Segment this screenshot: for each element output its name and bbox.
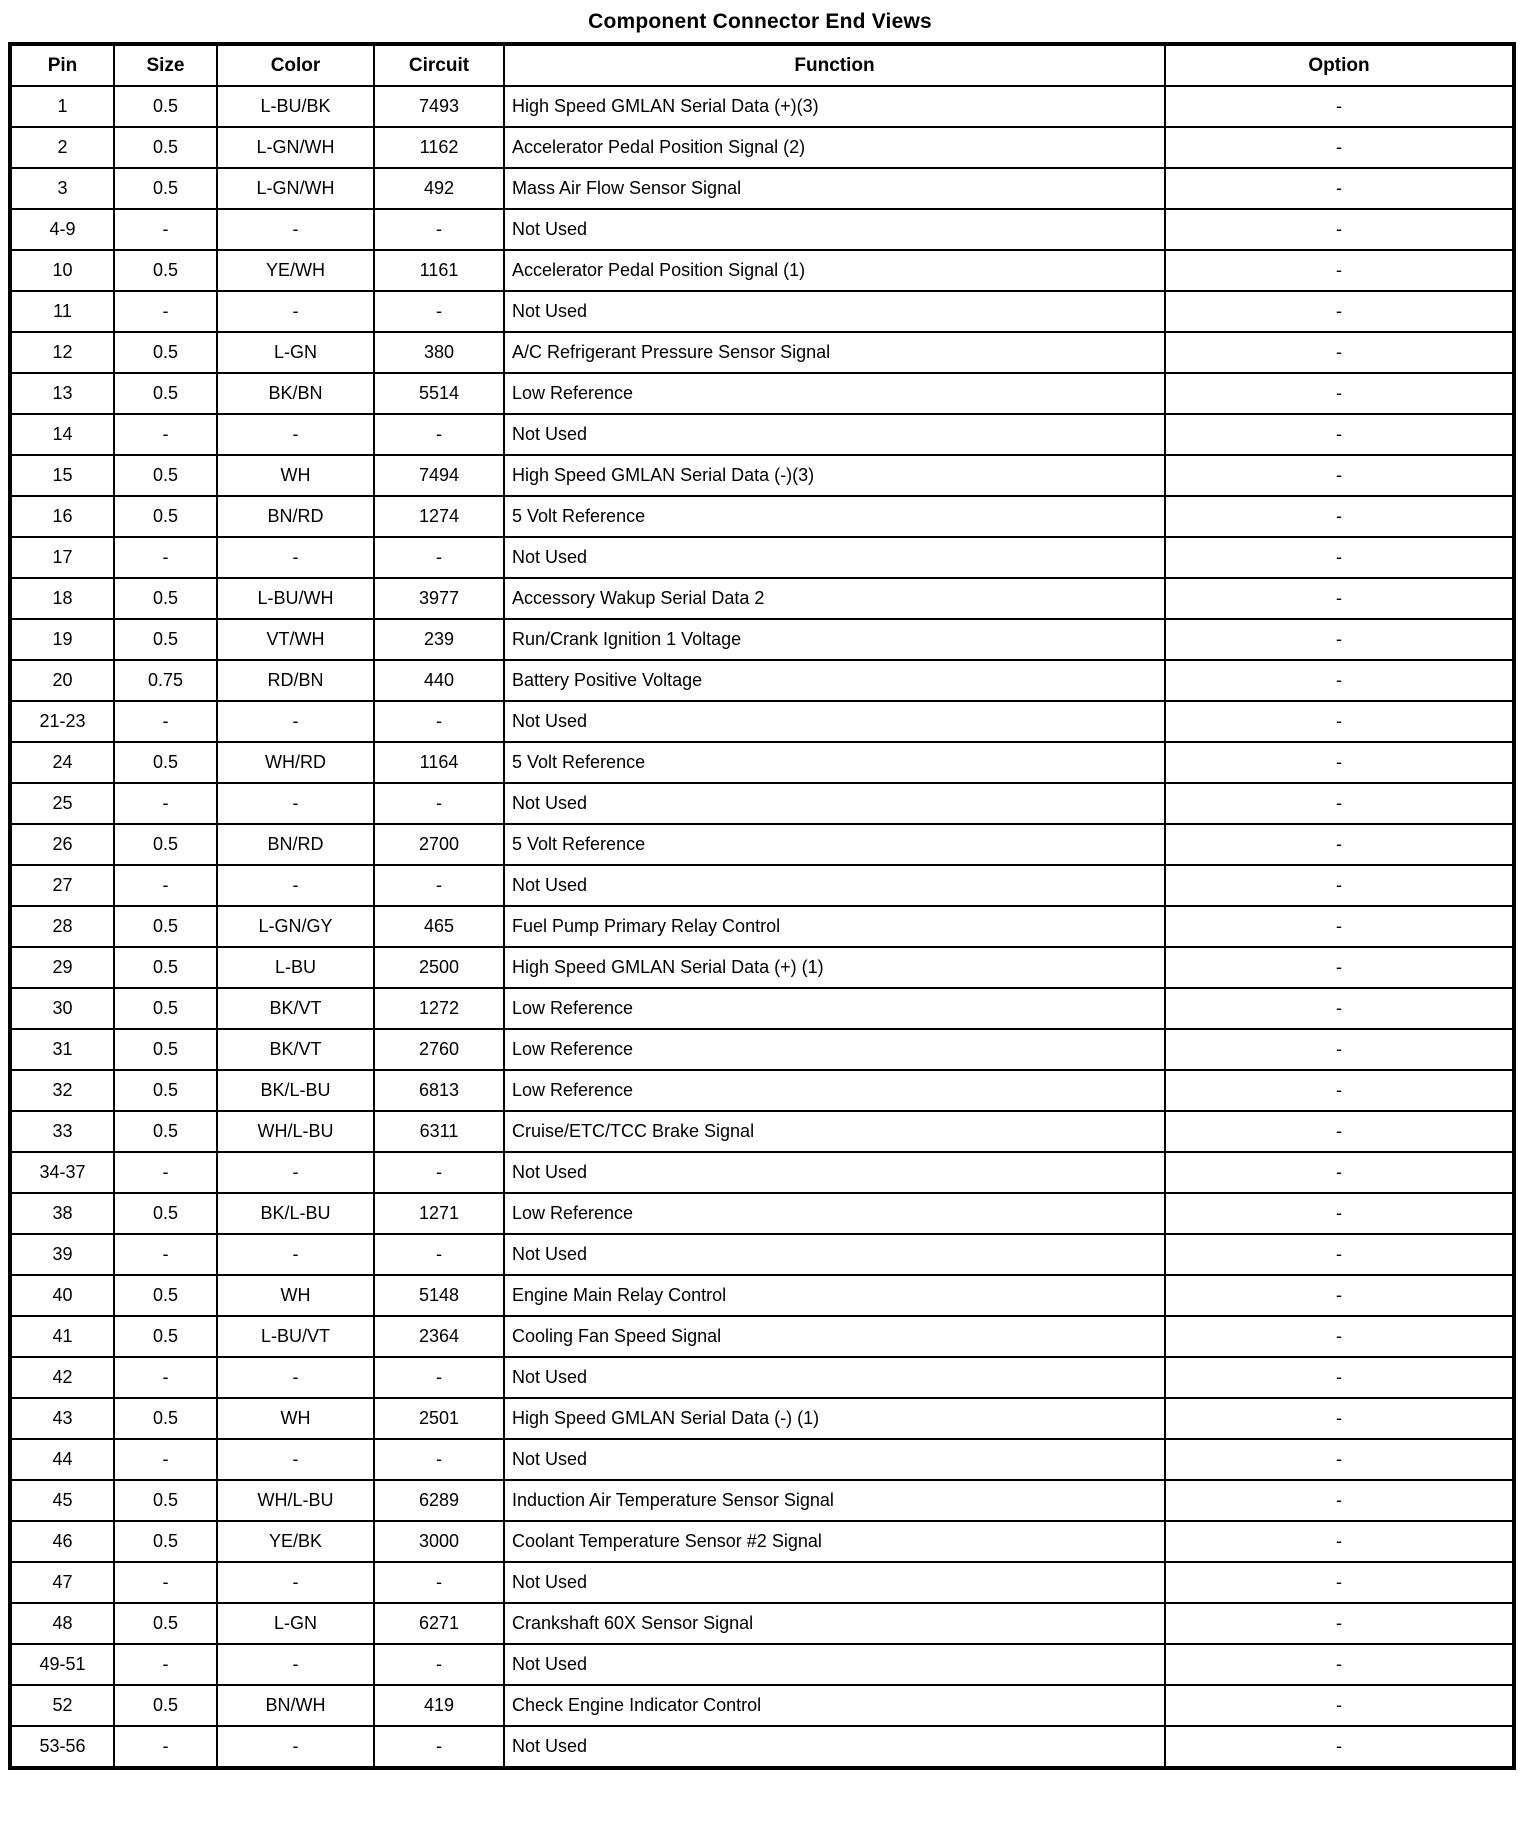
size-cell: - bbox=[114, 865, 217, 906]
option-cell: - bbox=[1165, 1111, 1514, 1152]
color-cell: - bbox=[217, 701, 374, 742]
function-cell: 5 Volt Reference bbox=[504, 496, 1165, 537]
pin-cell: 47 bbox=[10, 1562, 114, 1603]
option-cell: - bbox=[1165, 1685, 1514, 1726]
color-cell: - bbox=[217, 291, 374, 332]
function-cell: High Speed GMLAN Serial Data (-) (1) bbox=[504, 1398, 1165, 1439]
circuit-cell: - bbox=[374, 865, 504, 906]
size-cell: - bbox=[114, 701, 217, 742]
color-cell: L-GN bbox=[217, 1603, 374, 1644]
table-row bbox=[10, 865, 1514, 906]
size-cell: 0.5 bbox=[114, 619, 217, 660]
size-cell: 0.5 bbox=[114, 1316, 217, 1357]
function-cell: Not Used bbox=[504, 1726, 1165, 1768]
option-cell: - bbox=[1165, 332, 1514, 373]
table-row bbox=[10, 701, 1514, 742]
circuit-cell: 5148 bbox=[374, 1275, 504, 1316]
color-cell: BN/RD bbox=[217, 824, 374, 865]
pin-cell: 53-56 bbox=[10, 1726, 114, 1768]
size-cell: 0.5 bbox=[114, 127, 217, 168]
table-row bbox=[10, 824, 1514, 865]
function-cell: Engine Main Relay Control bbox=[504, 1275, 1165, 1316]
function-cell: Battery Positive Voltage bbox=[504, 660, 1165, 701]
pin-cell: 46 bbox=[10, 1521, 114, 1562]
pin-cell: 16 bbox=[10, 496, 114, 537]
circuit-cell: 380 bbox=[374, 332, 504, 373]
circuit-cell: - bbox=[374, 414, 504, 455]
size-cell: - bbox=[114, 1357, 217, 1398]
option-cell: - bbox=[1165, 86, 1514, 127]
color-cell: WH/L-BU bbox=[217, 1480, 374, 1521]
pin-cell: 11 bbox=[10, 291, 114, 332]
table-row bbox=[10, 1480, 1514, 1521]
color-cell: - bbox=[217, 783, 374, 824]
function-cell: Cruise/ETC/TCC Brake Signal bbox=[504, 1111, 1165, 1152]
size-cell: 0.5 bbox=[114, 1480, 217, 1521]
option-cell: - bbox=[1165, 742, 1514, 783]
pin-cell: 1 bbox=[10, 86, 114, 127]
table-row bbox=[10, 1603, 1514, 1644]
circuit-cell: 1162 bbox=[374, 127, 504, 168]
circuit-cell: 2700 bbox=[374, 824, 504, 865]
table-row bbox=[10, 906, 1514, 947]
circuit-cell: 3977 bbox=[374, 578, 504, 619]
pin-cell: 12 bbox=[10, 332, 114, 373]
circuit-cell: - bbox=[374, 1234, 504, 1275]
option-cell: - bbox=[1165, 127, 1514, 168]
option-cell: - bbox=[1165, 209, 1514, 250]
pin-cell: 21-23 bbox=[10, 701, 114, 742]
table-row bbox=[10, 1029, 1514, 1070]
circuit-cell: 6813 bbox=[374, 1070, 504, 1111]
pin-cell: 18 bbox=[10, 578, 114, 619]
color-cell: BK/VT bbox=[217, 988, 374, 1029]
function-cell: Not Used bbox=[504, 701, 1165, 742]
color-cell: - bbox=[217, 1644, 374, 1685]
table-row bbox=[10, 1070, 1514, 1111]
table-row bbox=[10, 1398, 1514, 1439]
size-cell: 0.5 bbox=[114, 988, 217, 1029]
pin-cell: 34-37 bbox=[10, 1152, 114, 1193]
size-cell: - bbox=[114, 1562, 217, 1603]
function-cell: Low Reference bbox=[504, 1070, 1165, 1111]
color-cell: WH bbox=[217, 1398, 374, 1439]
circuit-cell: 465 bbox=[374, 906, 504, 947]
function-cell: Run/Crank Ignition 1 Voltage bbox=[504, 619, 1165, 660]
size-cell: 0.5 bbox=[114, 455, 217, 496]
table-row bbox=[10, 660, 1514, 701]
color-cell: - bbox=[217, 1562, 374, 1603]
column-header-color: Color bbox=[217, 44, 374, 86]
column-header-option: Option bbox=[1165, 44, 1514, 86]
pin-cell: 20 bbox=[10, 660, 114, 701]
pin-cell: 14 bbox=[10, 414, 114, 455]
table-row bbox=[10, 1111, 1514, 1152]
size-cell: 0.5 bbox=[114, 332, 217, 373]
pin-cell: 43 bbox=[10, 1398, 114, 1439]
option-cell: - bbox=[1165, 1398, 1514, 1439]
color-cell: BK/BN bbox=[217, 373, 374, 414]
table-row bbox=[10, 1521, 1514, 1562]
function-cell: Low Reference bbox=[504, 373, 1165, 414]
circuit-cell: 2364 bbox=[374, 1316, 504, 1357]
pin-cell: 33 bbox=[10, 1111, 114, 1152]
color-cell: L-BU/WH bbox=[217, 578, 374, 619]
table-row bbox=[10, 1562, 1514, 1603]
color-cell: - bbox=[217, 1357, 374, 1398]
function-cell: Not Used bbox=[504, 865, 1165, 906]
size-cell: 0.5 bbox=[114, 742, 217, 783]
size-cell: 0.5 bbox=[114, 1398, 217, 1439]
function-cell: Low Reference bbox=[504, 1193, 1165, 1234]
option-cell: - bbox=[1165, 455, 1514, 496]
function-cell: Crankshaft 60X Sensor Signal bbox=[504, 1603, 1165, 1644]
size-cell: 0.5 bbox=[114, 373, 217, 414]
pin-cell: 24 bbox=[10, 742, 114, 783]
option-cell: - bbox=[1165, 1316, 1514, 1357]
option-cell: - bbox=[1165, 619, 1514, 660]
size-cell: 0.5 bbox=[114, 1603, 217, 1644]
size-cell: 0.5 bbox=[114, 947, 217, 988]
circuit-cell: 3000 bbox=[374, 1521, 504, 1562]
color-cell: BK/L-BU bbox=[217, 1070, 374, 1111]
size-cell: - bbox=[114, 1644, 217, 1685]
table-row bbox=[10, 1234, 1514, 1275]
option-cell: - bbox=[1165, 1521, 1514, 1562]
color-cell: - bbox=[217, 865, 374, 906]
table-row bbox=[10, 332, 1514, 373]
table-row bbox=[10, 742, 1514, 783]
pin-cell: 4-9 bbox=[10, 209, 114, 250]
size-cell: - bbox=[114, 209, 217, 250]
pin-cell: 30 bbox=[10, 988, 114, 1029]
table-row bbox=[10, 496, 1514, 537]
color-cell: BK/L-BU bbox=[217, 1193, 374, 1234]
color-cell: BN/RD bbox=[217, 496, 374, 537]
circuit-cell: - bbox=[374, 209, 504, 250]
circuit-cell: 1164 bbox=[374, 742, 504, 783]
size-cell: 0.5 bbox=[114, 906, 217, 947]
function-cell: Cooling Fan Speed Signal bbox=[504, 1316, 1165, 1357]
option-cell: - bbox=[1165, 1070, 1514, 1111]
option-cell: - bbox=[1165, 1480, 1514, 1521]
table-row bbox=[10, 1357, 1514, 1398]
size-cell: - bbox=[114, 783, 217, 824]
column-header-pin: Pin bbox=[10, 44, 114, 86]
circuit-cell: 440 bbox=[374, 660, 504, 701]
option-cell: - bbox=[1165, 660, 1514, 701]
function-cell: Accelerator Pedal Position Signal (1) bbox=[504, 250, 1165, 291]
function-cell: Accelerator Pedal Position Signal (2) bbox=[504, 127, 1165, 168]
pin-cell: 52 bbox=[10, 1685, 114, 1726]
circuit-cell: 1274 bbox=[374, 496, 504, 537]
circuit-cell: - bbox=[374, 1562, 504, 1603]
table-row bbox=[10, 1685, 1514, 1726]
pin-cell: 45 bbox=[10, 1480, 114, 1521]
size-cell: 0.5 bbox=[114, 496, 217, 537]
color-cell: RD/BN bbox=[217, 660, 374, 701]
circuit-cell: 2500 bbox=[374, 947, 504, 988]
option-cell: - bbox=[1165, 250, 1514, 291]
color-cell: BK/VT bbox=[217, 1029, 374, 1070]
table-row bbox=[10, 168, 1514, 209]
table-row bbox=[10, 455, 1514, 496]
size-cell: - bbox=[114, 1234, 217, 1275]
circuit-cell: 7493 bbox=[374, 86, 504, 127]
function-cell: Low Reference bbox=[504, 1029, 1165, 1070]
option-cell: - bbox=[1165, 824, 1514, 865]
circuit-cell: - bbox=[374, 783, 504, 824]
color-cell: - bbox=[217, 1152, 374, 1193]
table-row bbox=[10, 1275, 1514, 1316]
option-cell: - bbox=[1165, 906, 1514, 947]
function-cell: Mass Air Flow Sensor Signal bbox=[504, 168, 1165, 209]
function-cell: 5 Volt Reference bbox=[504, 824, 1165, 865]
pin-cell: 28 bbox=[10, 906, 114, 947]
circuit-cell: 5514 bbox=[374, 373, 504, 414]
pin-cell: 27 bbox=[10, 865, 114, 906]
pin-cell: 19 bbox=[10, 619, 114, 660]
size-cell: 0.5 bbox=[114, 1111, 217, 1152]
size-cell: 0.75 bbox=[114, 660, 217, 701]
option-cell: - bbox=[1165, 947, 1514, 988]
circuit-cell: 1271 bbox=[374, 1193, 504, 1234]
circuit-cell: 6311 bbox=[374, 1111, 504, 1152]
table-row bbox=[10, 1726, 1514, 1768]
option-cell: - bbox=[1165, 578, 1514, 619]
pin-cell: 13 bbox=[10, 373, 114, 414]
color-cell: WH bbox=[217, 455, 374, 496]
color-cell: L-GN/WH bbox=[217, 127, 374, 168]
color-cell: L-BU bbox=[217, 947, 374, 988]
option-cell: - bbox=[1165, 291, 1514, 332]
pin-cell: 48 bbox=[10, 1603, 114, 1644]
table-row bbox=[10, 537, 1514, 578]
pin-cell: 31 bbox=[10, 1029, 114, 1070]
color-cell: - bbox=[217, 537, 374, 578]
circuit-cell: 1161 bbox=[374, 250, 504, 291]
connector-pinout-table bbox=[8, 42, 1516, 1770]
pin-cell: 15 bbox=[10, 455, 114, 496]
color-cell: YE/BK bbox=[217, 1521, 374, 1562]
pin-cell: 17 bbox=[10, 537, 114, 578]
size-cell: 0.5 bbox=[114, 1029, 217, 1070]
pin-cell: 42 bbox=[10, 1357, 114, 1398]
circuit-cell: - bbox=[374, 701, 504, 742]
size-cell: - bbox=[114, 414, 217, 455]
pin-cell: 49-51 bbox=[10, 1644, 114, 1685]
option-cell: - bbox=[1165, 1234, 1514, 1275]
option-cell: - bbox=[1165, 1562, 1514, 1603]
function-cell: Not Used bbox=[504, 414, 1165, 455]
color-cell: L-GN bbox=[217, 332, 374, 373]
table-row bbox=[10, 619, 1514, 660]
column-header-size: Size bbox=[114, 44, 217, 86]
function-cell: Not Used bbox=[504, 1152, 1165, 1193]
option-cell: - bbox=[1165, 1152, 1514, 1193]
option-cell: - bbox=[1165, 988, 1514, 1029]
size-cell: 0.5 bbox=[114, 250, 217, 291]
circuit-cell: 239 bbox=[374, 619, 504, 660]
table-row bbox=[10, 1193, 1514, 1234]
option-cell: - bbox=[1165, 865, 1514, 906]
table-row bbox=[10, 988, 1514, 1029]
function-cell: 5 Volt Reference bbox=[504, 742, 1165, 783]
option-cell: - bbox=[1165, 1603, 1514, 1644]
function-cell: High Speed GMLAN Serial Data (+)(3) bbox=[504, 86, 1165, 127]
circuit-cell: 419 bbox=[374, 1685, 504, 1726]
option-cell: - bbox=[1165, 1275, 1514, 1316]
color-cell: - bbox=[217, 414, 374, 455]
table-row bbox=[10, 1152, 1514, 1193]
table-row bbox=[10, 1439, 1514, 1480]
circuit-cell: 6271 bbox=[374, 1603, 504, 1644]
pin-cell: 26 bbox=[10, 824, 114, 865]
function-cell: Not Used bbox=[504, 1439, 1165, 1480]
size-cell: 0.5 bbox=[114, 578, 217, 619]
size-cell: - bbox=[114, 1152, 217, 1193]
circuit-cell: 2760 bbox=[374, 1029, 504, 1070]
function-cell: Fuel Pump Primary Relay Control bbox=[504, 906, 1165, 947]
color-cell: - bbox=[217, 1726, 374, 1768]
option-cell: - bbox=[1165, 373, 1514, 414]
pin-cell: 3 bbox=[10, 168, 114, 209]
page-title: Component Connector End Views bbox=[588, 10, 932, 33]
function-cell: Not Used bbox=[504, 1234, 1165, 1275]
circuit-cell: - bbox=[374, 291, 504, 332]
function-cell: Low Reference bbox=[504, 988, 1165, 1029]
circuit-cell: - bbox=[374, 1726, 504, 1768]
table-row bbox=[10, 86, 1514, 127]
color-cell: WH/RD bbox=[217, 742, 374, 783]
table-row bbox=[10, 291, 1514, 332]
size-cell: 0.5 bbox=[114, 1070, 217, 1111]
option-cell: - bbox=[1165, 537, 1514, 578]
color-cell: - bbox=[217, 209, 374, 250]
size-cell: 0.5 bbox=[114, 1521, 217, 1562]
table-row bbox=[10, 209, 1514, 250]
function-cell: Induction Air Temperature Sensor Signal bbox=[504, 1480, 1165, 1521]
function-cell: A/C Refrigerant Pressure Sensor Signal bbox=[504, 332, 1165, 373]
option-cell: - bbox=[1165, 1439, 1514, 1480]
color-cell: WH/L-BU bbox=[217, 1111, 374, 1152]
circuit-cell: 7494 bbox=[374, 455, 504, 496]
size-cell: - bbox=[114, 291, 217, 332]
function-cell: High Speed GMLAN Serial Data (+) (1) bbox=[504, 947, 1165, 988]
color-cell: - bbox=[217, 1234, 374, 1275]
option-cell: - bbox=[1165, 1193, 1514, 1234]
function-cell: Not Used bbox=[504, 209, 1165, 250]
color-cell: - bbox=[217, 1439, 374, 1480]
color-cell: YE/WH bbox=[217, 250, 374, 291]
option-cell: - bbox=[1165, 701, 1514, 742]
circuit-cell: - bbox=[374, 1439, 504, 1480]
function-cell: Not Used bbox=[504, 537, 1165, 578]
size-cell: - bbox=[114, 1726, 217, 1768]
table-row bbox=[10, 127, 1514, 168]
pin-cell: 38 bbox=[10, 1193, 114, 1234]
table-row bbox=[10, 783, 1514, 824]
option-cell: - bbox=[1165, 1357, 1514, 1398]
function-cell: Not Used bbox=[504, 1562, 1165, 1603]
color-cell: BN/WH bbox=[217, 1685, 374, 1726]
pin-cell: 39 bbox=[10, 1234, 114, 1275]
table-row bbox=[10, 414, 1514, 455]
circuit-cell: 492 bbox=[374, 168, 504, 209]
table-row bbox=[10, 373, 1514, 414]
size-cell: 0.5 bbox=[114, 168, 217, 209]
option-cell: - bbox=[1165, 168, 1514, 209]
function-cell: Coolant Temperature Sensor #2 Signal bbox=[504, 1521, 1165, 1562]
size-cell: 0.5 bbox=[114, 1685, 217, 1726]
size-cell: - bbox=[114, 537, 217, 578]
pin-cell: 29 bbox=[10, 947, 114, 988]
option-cell: - bbox=[1165, 1644, 1514, 1685]
pin-cell: 25 bbox=[10, 783, 114, 824]
circuit-cell: - bbox=[374, 1357, 504, 1398]
pin-cell: 44 bbox=[10, 1439, 114, 1480]
circuit-cell: - bbox=[374, 537, 504, 578]
function-cell: Not Used bbox=[504, 291, 1165, 332]
function-cell: Not Used bbox=[504, 1357, 1165, 1398]
color-cell: WH bbox=[217, 1275, 374, 1316]
pin-cell: 41 bbox=[10, 1316, 114, 1357]
circuit-cell: 6289 bbox=[374, 1480, 504, 1521]
size-cell: 0.5 bbox=[114, 1275, 217, 1316]
circuit-cell: 2501 bbox=[374, 1398, 504, 1439]
table-row bbox=[10, 1316, 1514, 1357]
option-cell: - bbox=[1165, 414, 1514, 455]
size-cell: 0.5 bbox=[114, 824, 217, 865]
table-row bbox=[10, 947, 1514, 988]
function-cell: Accessory Wakup Serial Data 2 bbox=[504, 578, 1165, 619]
color-cell: L-GN/WH bbox=[217, 168, 374, 209]
pin-cell: 10 bbox=[10, 250, 114, 291]
table-row bbox=[10, 1644, 1514, 1685]
table-header-row bbox=[10, 44, 1514, 86]
color-cell: L-GN/GY bbox=[217, 906, 374, 947]
function-cell: High Speed GMLAN Serial Data (-)(3) bbox=[504, 455, 1165, 496]
option-cell: - bbox=[1165, 496, 1514, 537]
pin-cell: 2 bbox=[10, 127, 114, 168]
table-row bbox=[10, 578, 1514, 619]
pin-cell: 40 bbox=[10, 1275, 114, 1316]
size-cell: - bbox=[114, 1439, 217, 1480]
column-header-function: Function bbox=[504, 44, 1165, 86]
function-cell: Check Engine Indicator Control bbox=[504, 1685, 1165, 1726]
option-cell: - bbox=[1165, 783, 1514, 824]
option-cell: - bbox=[1165, 1029, 1514, 1070]
size-cell: 0.5 bbox=[114, 86, 217, 127]
function-cell: Not Used bbox=[504, 1644, 1165, 1685]
size-cell: 0.5 bbox=[114, 1193, 217, 1234]
option-cell: - bbox=[1165, 1726, 1514, 1768]
function-cell: Not Used bbox=[504, 783, 1165, 824]
table-body bbox=[10, 86, 1514, 1768]
color-cell: L-BU/BK bbox=[217, 86, 374, 127]
table-row bbox=[10, 250, 1514, 291]
circuit-cell: 1272 bbox=[374, 988, 504, 1029]
color-cell: VT/WH bbox=[217, 619, 374, 660]
circuit-cell: - bbox=[374, 1152, 504, 1193]
color-cell: L-BU/VT bbox=[217, 1316, 374, 1357]
pin-cell: 32 bbox=[10, 1070, 114, 1111]
circuit-cell: - bbox=[374, 1644, 504, 1685]
column-header-circuit: Circuit bbox=[374, 44, 504, 86]
